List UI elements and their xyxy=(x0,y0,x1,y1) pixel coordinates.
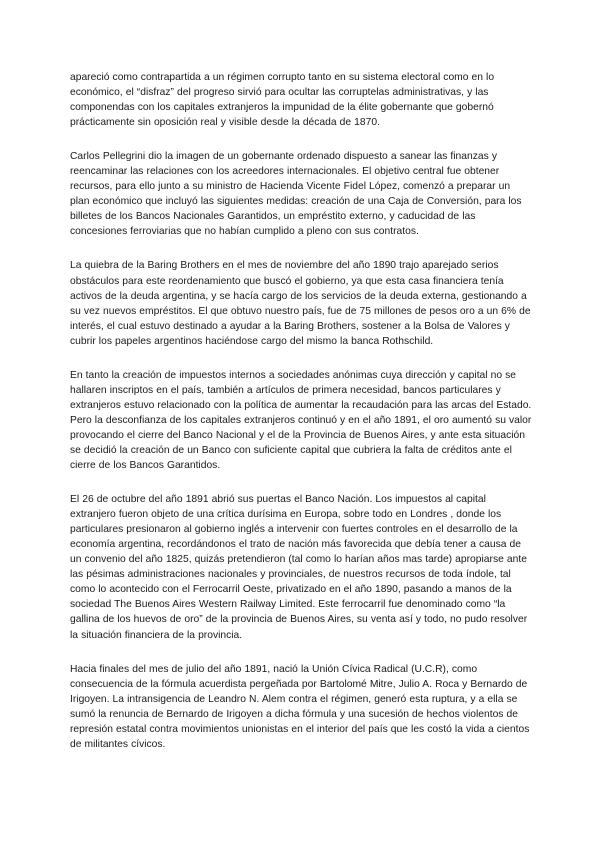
paragraph-baring-brothers: La quiebra de la Baring Brothers en el mes de noviembre del año 1890 trajo aparejado serios obstáculos para este reordenamiento que buscó el gobierno, ya que esta casa financiera tenía activos de la deuda argentina, y se hacía cargo de los servicios de la deuda externa, gestionando a su vez nuevos empréstitos. El que obtuvo nuestro país, fue de 75 millones de pesos oro a un 6% de interés, el cual estuvo destinado a ayudar a la Baring Brothers, sostener a la Bolsa de Valores y cubrir los papeles argentinos haciéndose cargo del mismo la banca Rothschild. xyxy=(70,260,531,347)
body-text xyxy=(70,70,532,771)
paragraph-ucr-founding: Hacia finales del mes de julio del año 1891, nació la Unión Cívica Radical (U.C.R), como consecuencia de la fórmula acuerdista pergeñada por Bartolomé Mitre, Julio A. Roca y Bernardo de Irigoyen. La intransigencia de Leandro N. Alem contra el régimen, generó esta ruptura, y a ella se sumó la renuncia de Bernardo de Irigoyen a dicha fórmula y una sucesión de hechos violentos de represión estatal contra movimientos unionistas en el interior del país que les costó la vida a cientos de militantes cívicos. xyxy=(70,663,530,750)
paragraph-banco-nacion: El 26 de octubre del año 1891 abrió sus puertas el Banco Nación. Los impuestos al capital extranjero fueron objeto de una crítica durísima en Europa, sobre todo en Londres , donde los particulares presionaron al gobierno inglés a intervenir con fuertes controles en el desarrollo de la economía argentina, recordándonos el trato de nación más favorecida que debía tener a causa de un convenio del año 1825, quizás pretendieron (tal como lo harían años mas tarde) apropiarse ante las pésimas administraciones nacionales y provinciales, de nuestros recursos de toda índole, tal como lo acontecido con el Ferrocarril Oeste, privatizado en el año 1890, pasando a manos de la sociedad The Buenos Aires Western Railway Limited. Este ferrocarril fue denominado como “la gallina de los huevos de oro” de la provincia de Buenos Aires, su venta así y todo, no pudo resolver la situación financiera de la provincia. xyxy=(70,494,528,641)
paragraph-electoral-corruption: apareció como contrapartida a un régimen corrupto tanto en su sistema electoral como en lo económico, el “disfraz” del progreso sirvió para ocultar las corruptelas administrativas, y las componendas con los capitales extranjeros la impunidad de la élite gobernante que gobernó prácticamente sin oposición real y visible desde la década de 1870. xyxy=(70,72,495,129)
paragraph-pellegrini-plan: Carlos Pellegrini dio la imagen de un gobernante ordenado dispuesto a sanear las finanzas y reencaminar las relaciones con los acreedores internacionales. El objetivo central fue obtener recursos, para ello junto a su ministro de Hacienda Vicente Fidel López, comenzó a preparar un plan económico que incluyó las siguientes medidas: creación de una Caja de Conversión, para los billetes de los Bancos Nacionales Garantidos, un empréstito externo, y caducidad de las concesiones ferroviarias que no habían cumplido a pleno con sus contratos. xyxy=(70,151,522,238)
paragraph-internal-taxes: En tanto la creación de impuestos internos a sociedades anónimas cuya dirección y capital no se hallaren inscriptos en el país, también a artículos de primera necesidad, bancos particulares y extranjeros estuvo relacionado con la política de aumentar la recaudación para las arcas del Estado. Pero la desconfianza de los capitales extranjeros continuó y en el año 1891, el oro aumentó su valor provocando el cierre del Banco Nacional y el de la Provincia de Buenos Aires, y ante esta situación se decidió la creación de un Banco con suficiente capital que cubriera la falta de créditos ante el cierre de los Bancos Garantidos. xyxy=(70,369,532,472)
